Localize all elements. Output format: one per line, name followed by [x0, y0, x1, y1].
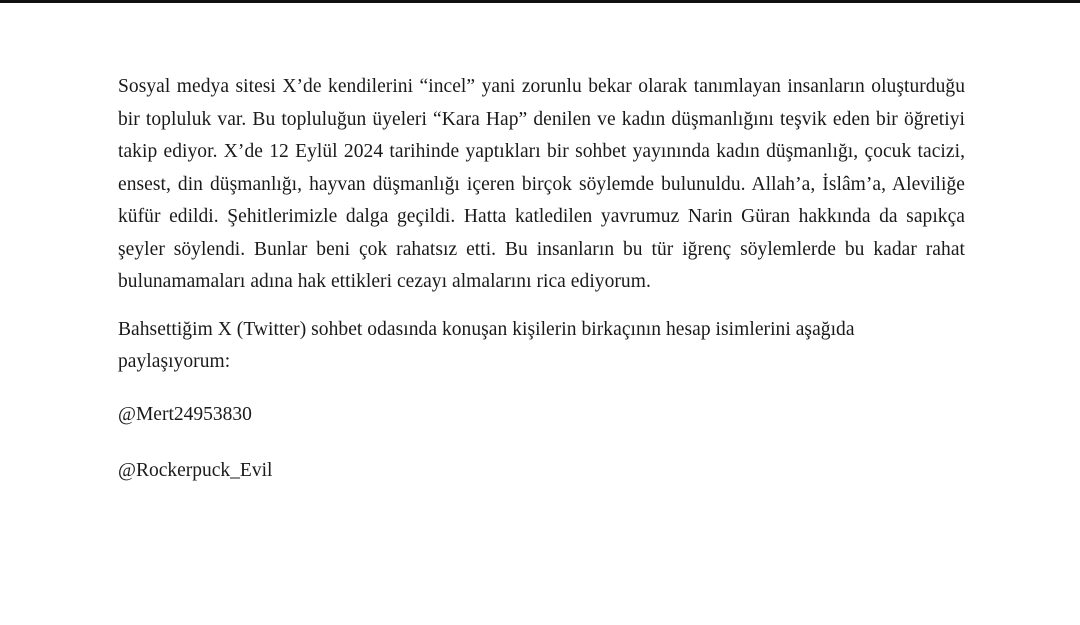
handles-intro-paragraph: Bahsettiğim X (Twitter) sohbet odasında konuşan kişilerin birkaçının hesap isimlerini aşağıda paylaşıyorum:: [118, 318, 855, 372]
complaint-paragraph: Sosyal medya sitesi X’de kendilerini “incel” yani zorunlu bekar olarak tanımlayan insanların oluşturduğu bir topluluk var. Bu topluluğun üyeleri “Kara Hap” denilen ve kadın düşmanlığını teşvik eden bir öğretiyi takip ediyor. X’de 12 Eylül 2024 tarihinde yaptıkları bir sohbet yayınında kadın düşmanlığı, çocuk tacizi, ensest, din düşmanlığı, hayvan düşmanlığı içeren birçok söylemde bulunuldu. Allah’a, İslâm’a, Aleviliğe küfür edildi. Şehitlerimizle dalga geçildi. Hatta katledilen yavrumuz Narin Güran hakkında da sapıkça şeyler söylendi. Bunlar beni çok rahatsız etti. Bu insanların bu tür iğrenç söylemlerde bu kadar rahat bulunamamaları adına hak ettikleri cezayı almalarını rica ediyorum.: [118, 76, 965, 292]
document-body: [118, 71, 965, 488]
account-handle: @Rockerpuck_Evil: [118, 460, 273, 481]
top-border: [0, 0, 1080, 3]
account-handle: @Mert24953830: [118, 403, 252, 425]
